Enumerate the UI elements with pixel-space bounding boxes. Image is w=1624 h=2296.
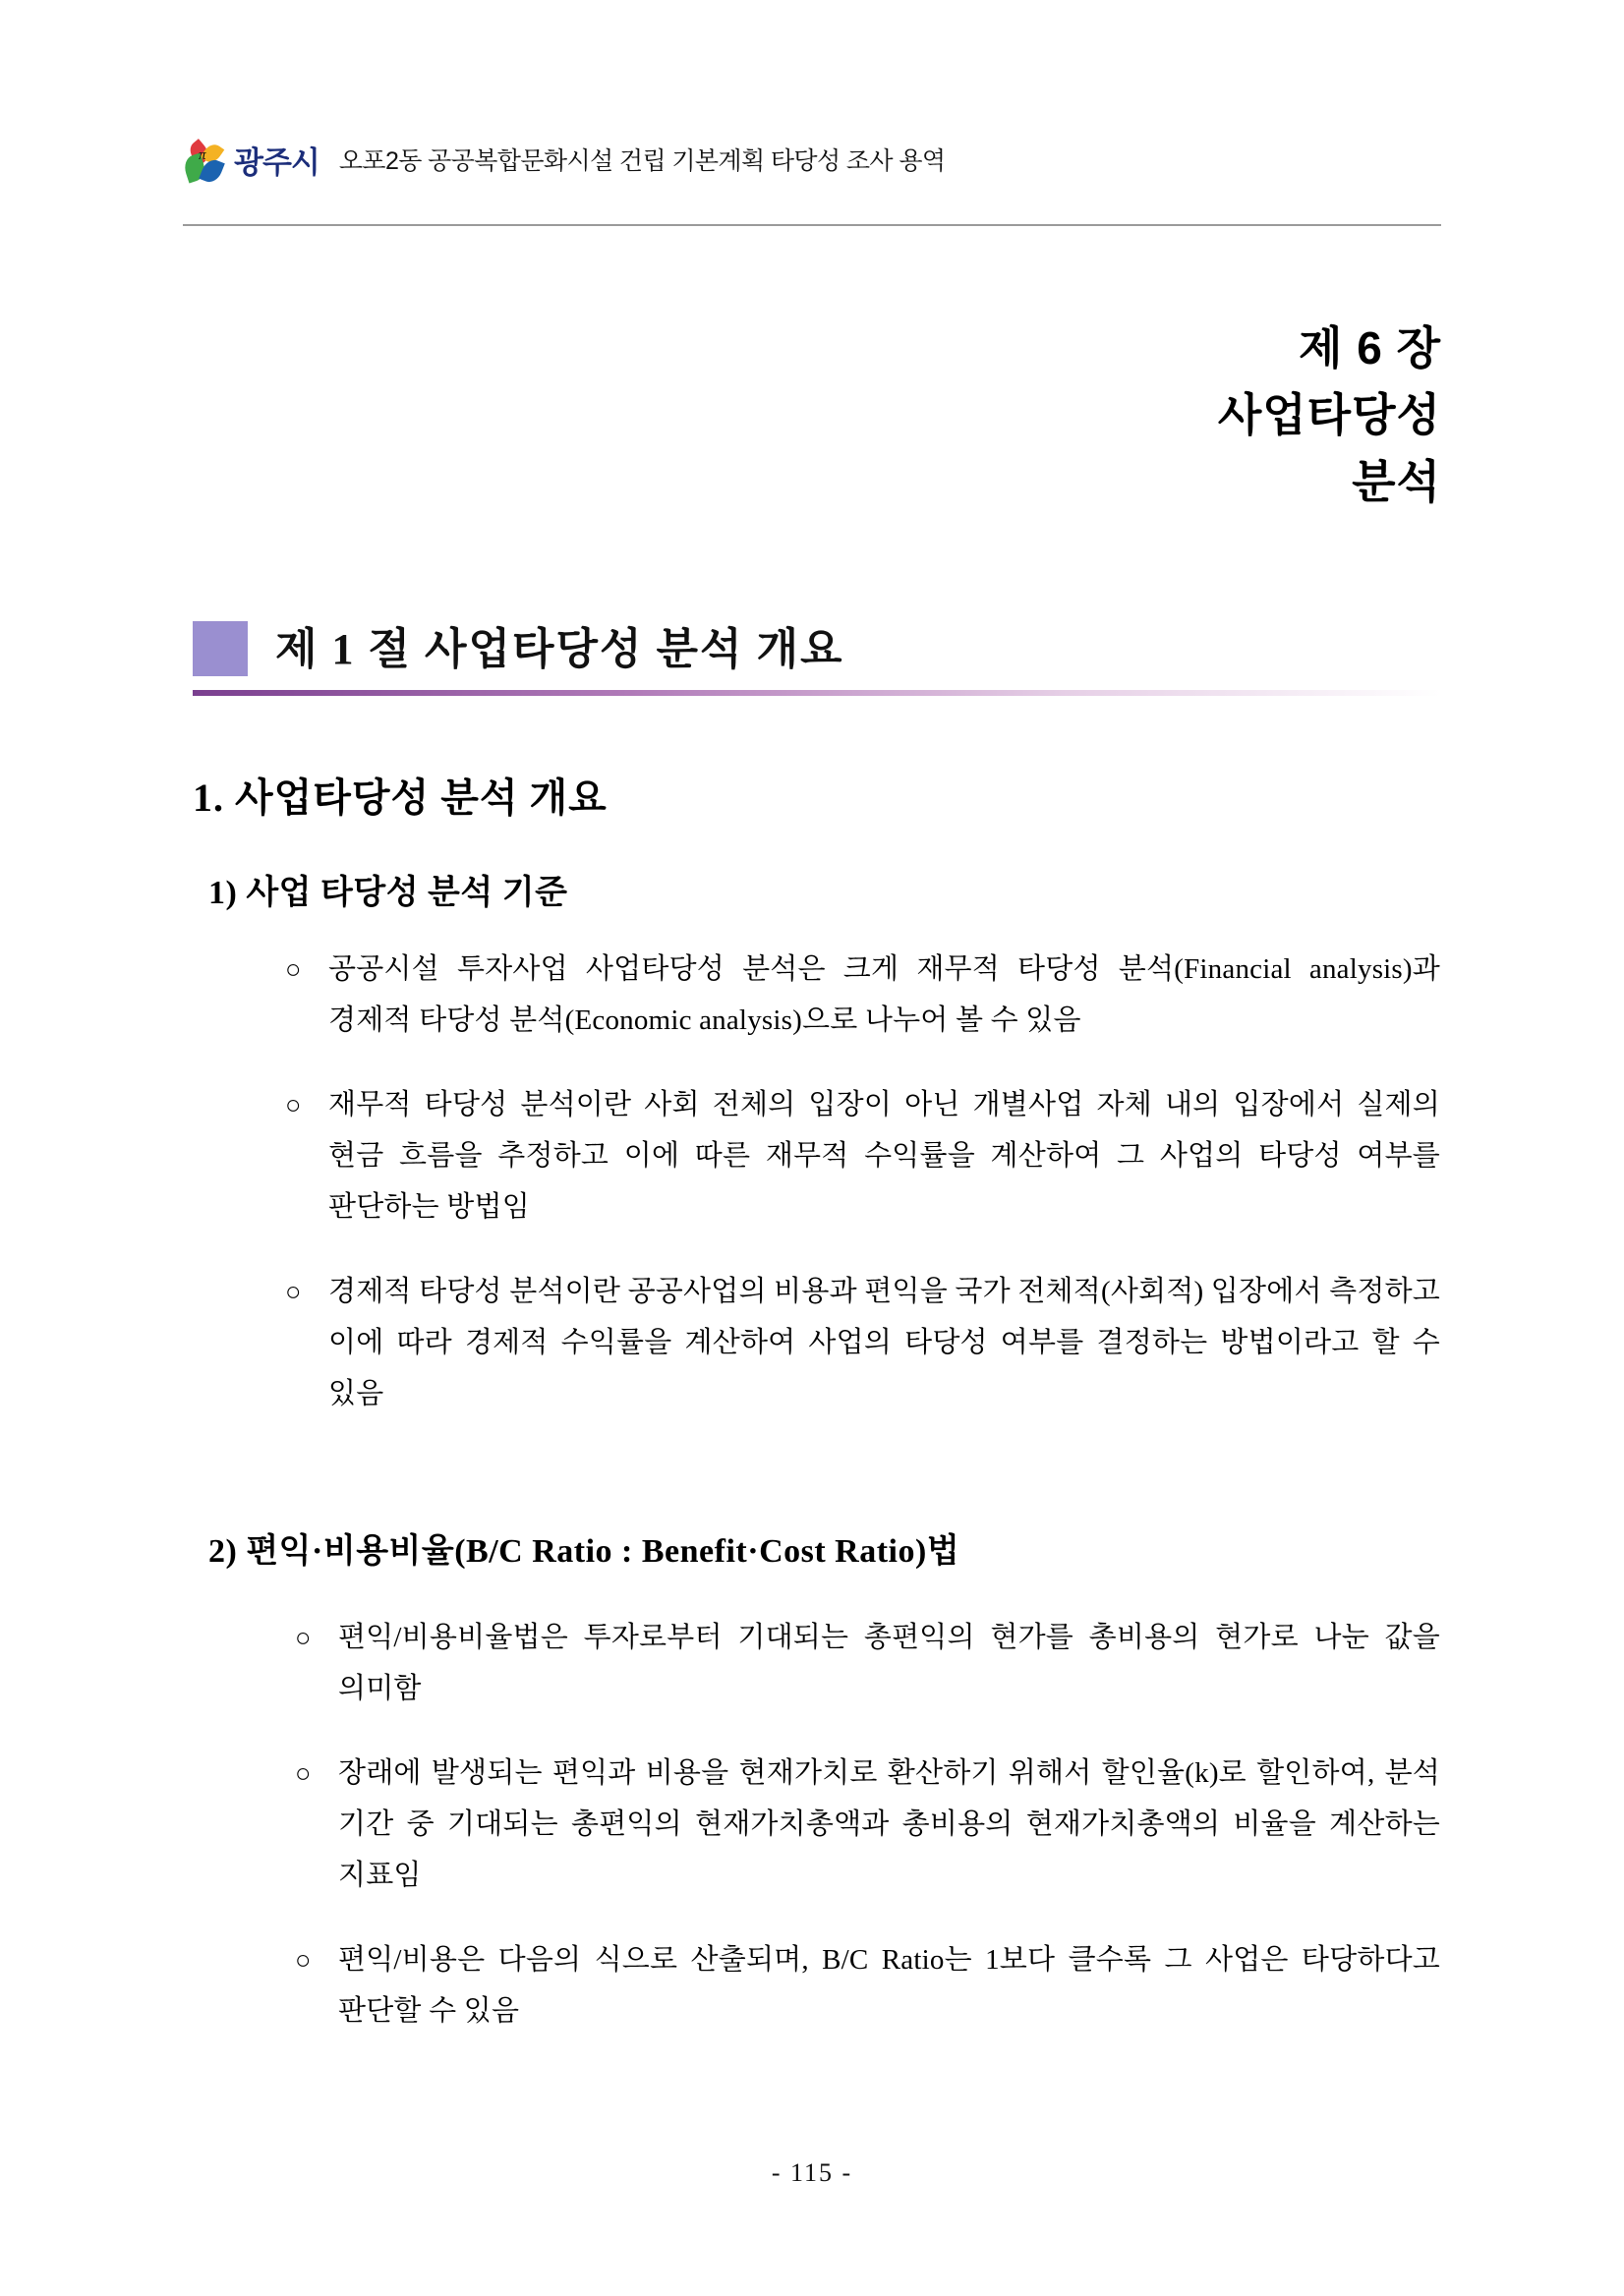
header-title: 오포2동 공공복합문화시설 건립 기본계획 타당성 조사 용역	[338, 147, 946, 175]
list-item-text: 경제적 타당성 분석이란 공공사업의 비용과 편익을 국가 전체적(사회적) 입장에서 측정하고 이에 따라 경제적 수익률을 계산하여 사업의 타당성 여부를 결정하는 방법이라고 할 수 있음	[328, 1276, 1440, 1409]
chapter-title-line2: 사업타당성	[1217, 389, 1441, 440]
list-item	[295, 1748, 1440, 1901]
logo-text: 광주시	[234, 145, 319, 180]
bullet-list-first	[285, 944, 1440, 1419]
bullet-marker-icon: ○	[285, 954, 302, 984]
list-item-text: 재무적 타당성 분석이란 사회 전체의 입장이 아닌 개별사업 자체 내의 입장에서 실제의 현금 흐름을 추정하고 이에 따른 재무적 수익률을 계산하여 그 사업의 타당성 여부를 판단하는 방법임	[328, 1089, 1440, 1223]
heading-level-2-first: 1) 사업 타당성 분석 기준	[208, 875, 568, 911]
banner-square-marker	[193, 621, 248, 676]
gwangju-city-emblem-icon: π	[183, 140, 226, 187]
page-number: - 115 -	[771, 2158, 853, 2187]
logo	[183, 138, 319, 187]
bullet-marker-icon: ○	[295, 1758, 312, 1788]
list-item	[295, 1612, 1440, 1714]
list-item-text: 편익/비용비율법은 투자로부터 기대되는 총편익의 현가를 총비용의 현가로 나눈 값을 의미함	[338, 1622, 1440, 1704]
list-item	[285, 944, 1440, 1046]
section-title: 제 1 절 사업타당성 분석 개요	[275, 625, 844, 673]
section-banner	[193, 611, 1441, 696]
heading-level-1: 1. 사업타당성 분석 개요	[193, 775, 608, 820]
heading-level-2-second: 2) 편익·비용비율(B/C Ratio : Benefit·Cost Ratio)법	[208, 1533, 960, 1570]
banner-underline	[193, 690, 1441, 696]
list-item-text: 장래에 발생되는 편익과 비용을 현재가치로 환산하기 위해서 할인율(k)로 할인하여, 분석 기간 중 기대되는 총편익의 현재가치총액과 총비용의 현재가치총액의 비율을 계산하는 지표임	[338, 1757, 1440, 1891]
chapter-title-line1: 제 6 장	[1298, 322, 1441, 373]
bullet-list-second	[295, 1612, 1440, 2037]
chapter-title	[753, 315, 1441, 515]
header-divider	[183, 224, 1441, 226]
list-item-text: 편익/비용은 다음의 식으로 산출되며, B/C Ratio는 1보다 클수록 그 사업은 타당하다고 판단할 수 있음	[338, 1944, 1440, 2027]
bullet-marker-icon: ○	[285, 1090, 302, 1119]
list-item	[285, 1079, 1440, 1233]
list-item	[285, 1266, 1440, 1419]
list-item-text: 공공시설 투자사업 사업타당성 분석은 크게 재무적 타당성 분석(Financial analysis)과 경제적 타당성 분석(Economic analysis)으로 나누어 볼 수 있음	[328, 953, 1440, 1036]
bullet-marker-icon: ○	[295, 1945, 312, 1975]
page-header	[183, 138, 1441, 216]
list-item	[295, 1934, 1440, 2037]
bullet-marker-icon: ○	[295, 1623, 312, 1652]
chapter-title-line3: 분석	[1352, 456, 1441, 507]
bullet-marker-icon: ○	[285, 1277, 302, 1306]
